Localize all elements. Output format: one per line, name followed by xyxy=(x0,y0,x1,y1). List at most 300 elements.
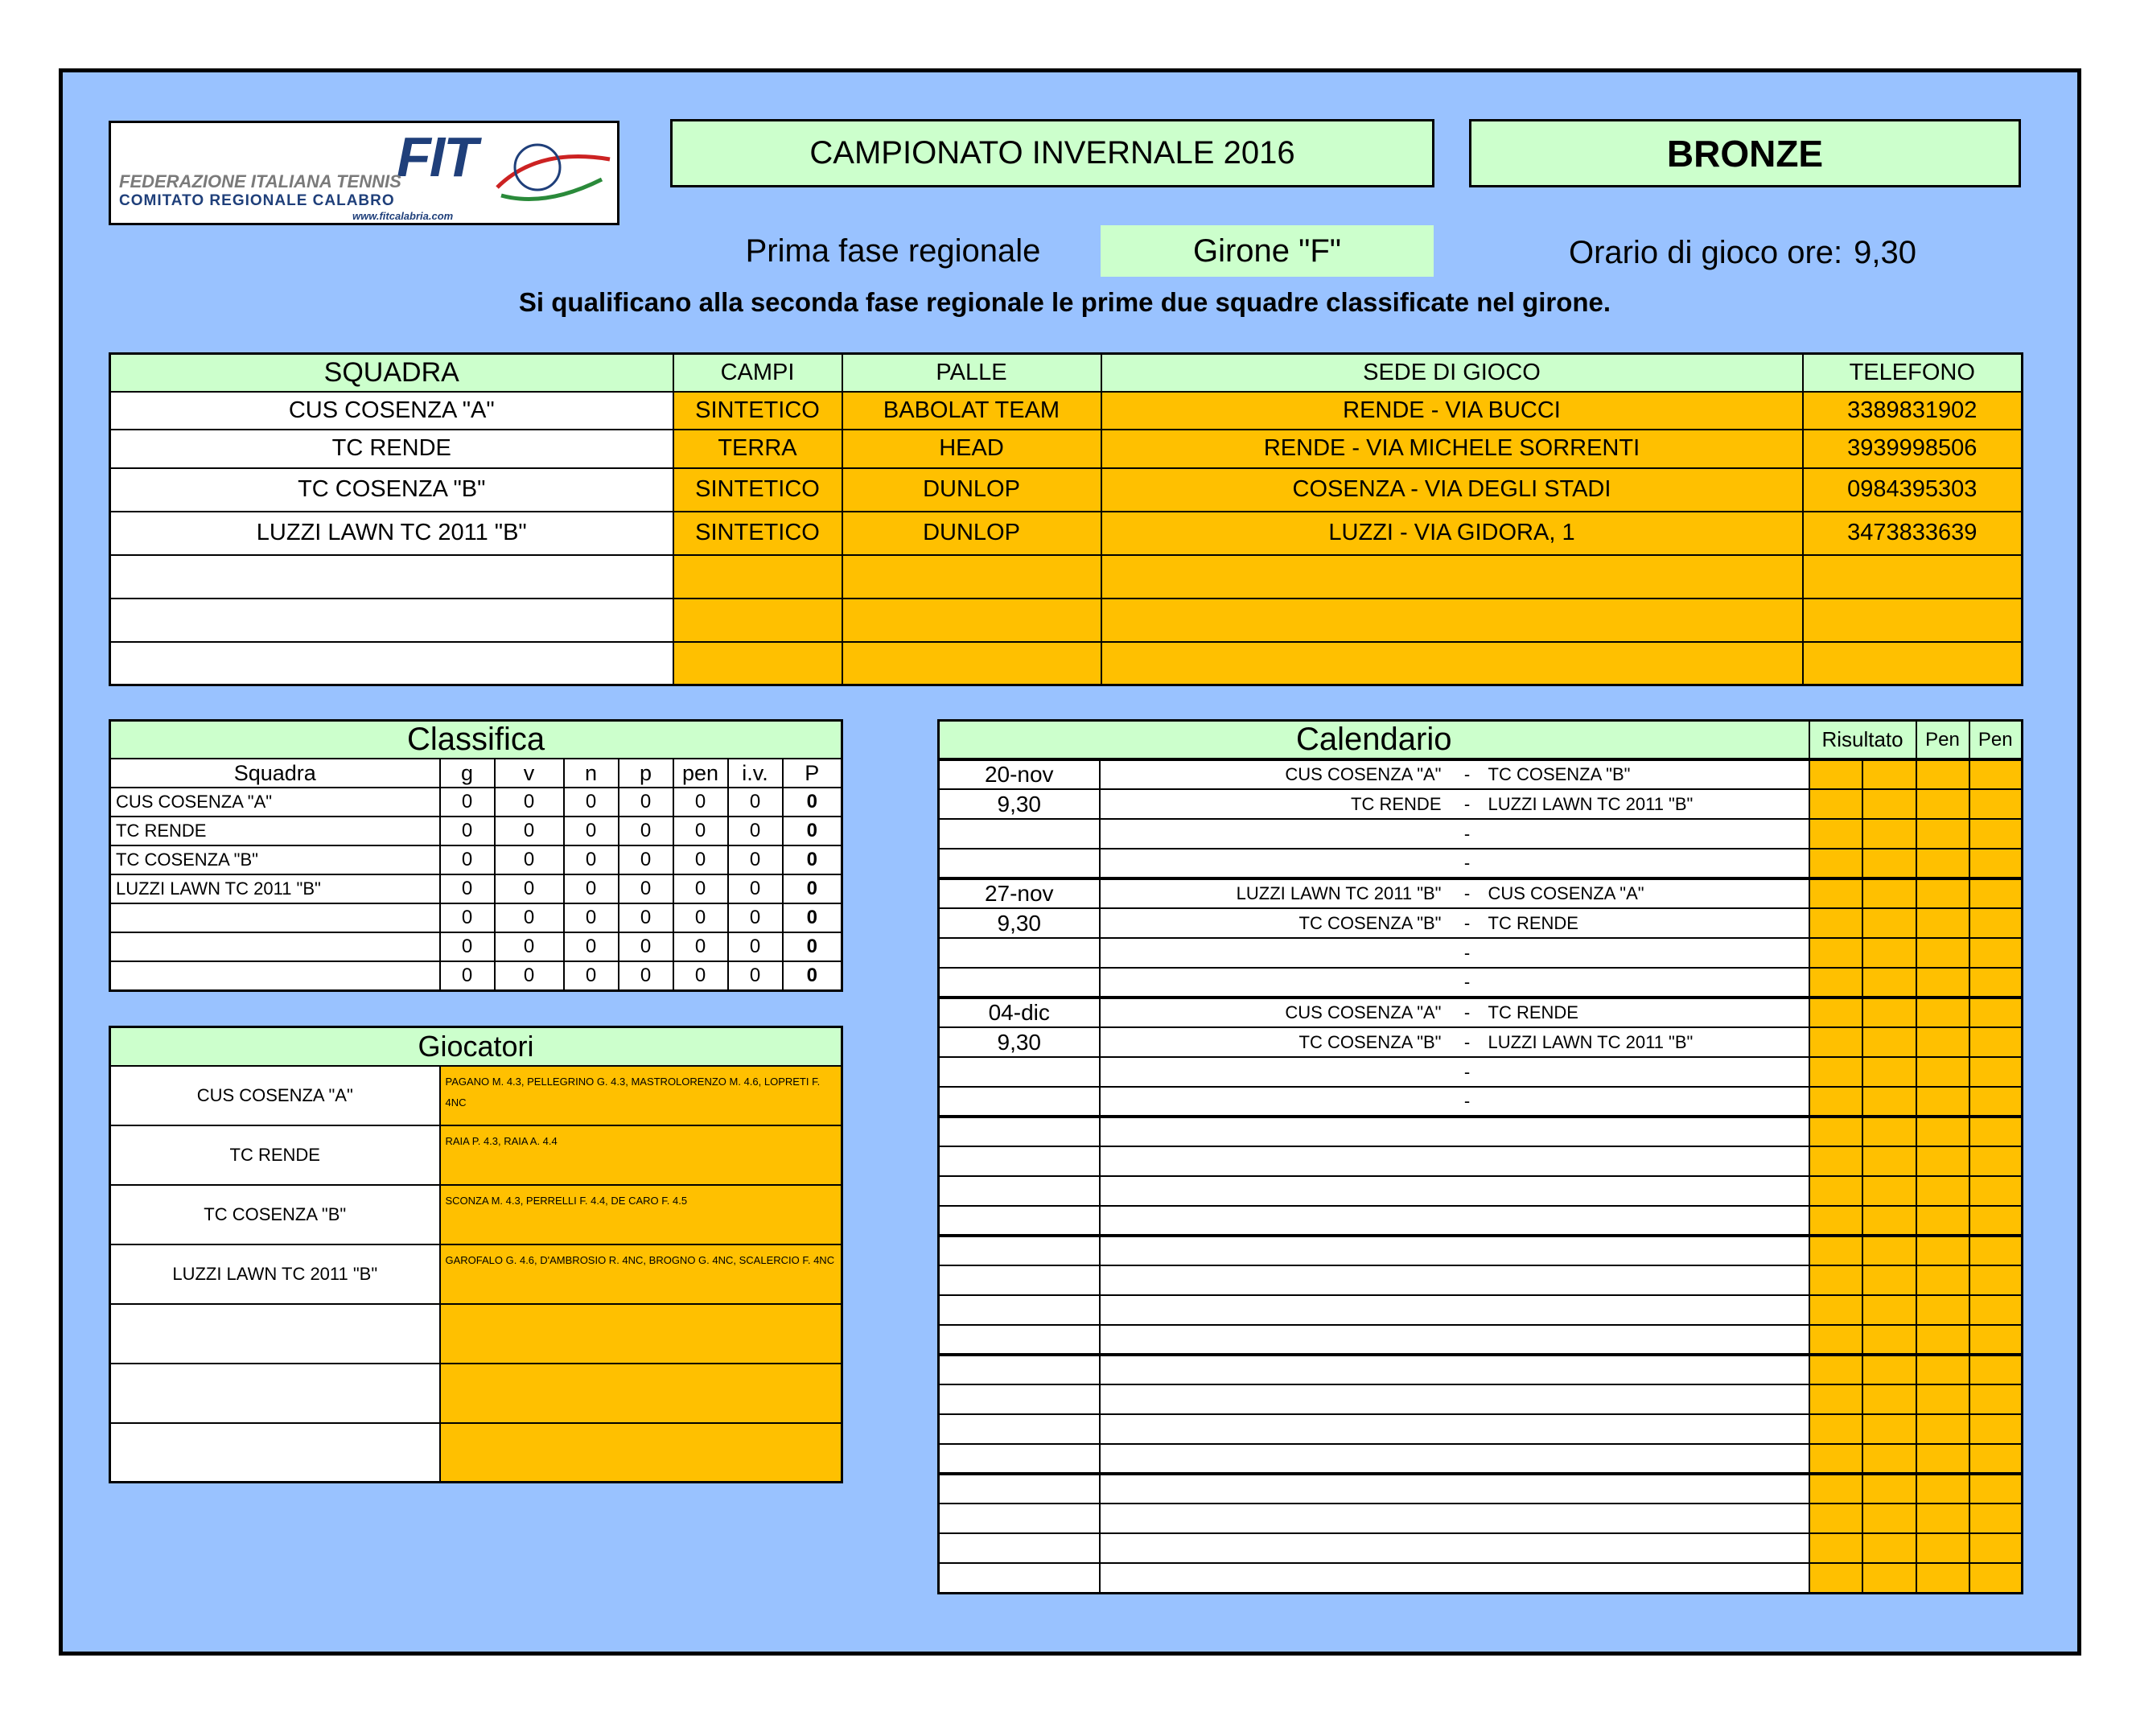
schedule-separator: - xyxy=(1451,938,1484,968)
result-away-cell xyxy=(1862,1533,1916,1563)
pen2-cell xyxy=(1969,968,2023,998)
standings-team: CUS COSENZA "A" xyxy=(110,788,440,817)
schedule-away-team xyxy=(1484,1117,1809,1146)
result-away-cell xyxy=(1862,1563,1916,1593)
team-venue xyxy=(1101,599,1803,642)
schedule-away-team xyxy=(1484,1057,1809,1087)
team-name xyxy=(110,555,673,599)
players-team: TC RENDE xyxy=(110,1125,440,1185)
tennis-swoosh-icon xyxy=(489,131,618,220)
schedule-row xyxy=(939,759,2023,789)
standings-row xyxy=(110,903,842,932)
header-campi: CAMPI xyxy=(673,354,842,392)
pen2-cell xyxy=(1969,1146,2023,1176)
standings-value: 0 xyxy=(673,874,728,903)
schedule-row xyxy=(939,1355,2023,1384)
result-away-cell xyxy=(1862,789,1916,819)
schedule-home-team xyxy=(1100,1384,1451,1414)
team-row xyxy=(110,555,2023,599)
pen2-cell xyxy=(1969,1176,2023,1206)
standings-team: TC COSENZA "B" xyxy=(110,845,440,874)
play-time xyxy=(1569,228,2019,277)
standings-value: 0 xyxy=(673,961,728,990)
schedule-row xyxy=(939,1176,2023,1206)
schedule-row xyxy=(939,968,2023,998)
players-team xyxy=(110,1304,440,1364)
schedule-separator xyxy=(1451,1117,1484,1146)
schedule-away-team xyxy=(1484,1504,1809,1533)
standings-value: 0 xyxy=(673,845,728,874)
schedule-date xyxy=(939,1563,1100,1593)
teams-table-header xyxy=(110,354,2023,392)
standings-value: 0 xyxy=(495,788,564,817)
pen1-cell xyxy=(1916,819,1969,849)
pen1-cell xyxy=(1916,849,1969,878)
header-squadra: SQUADRA xyxy=(110,354,673,392)
standings-col-3: n xyxy=(564,759,619,788)
schedule-separator xyxy=(1451,1504,1484,1533)
team-phone xyxy=(1803,599,2023,642)
team-row xyxy=(110,599,2023,642)
pen1-cell xyxy=(1916,1355,1969,1384)
team-row xyxy=(110,430,2023,468)
standings-value: 0 xyxy=(440,903,495,932)
schedule-away-team xyxy=(1484,819,1809,849)
standings-table xyxy=(109,719,843,992)
result-home-cell xyxy=(1809,1117,1862,1146)
pen2-cell xyxy=(1969,1057,2023,1087)
result-away-cell xyxy=(1862,1474,1916,1504)
pen1-cell xyxy=(1916,1533,1969,1563)
pen1-cell xyxy=(1916,1206,1969,1236)
play-time-value: 9,30 xyxy=(1854,234,1917,270)
schedule-away-team xyxy=(1484,1295,1809,1325)
players-team: TC COSENZA "B" xyxy=(110,1185,440,1244)
standings-col-4: p xyxy=(619,759,673,788)
schedule-home-team xyxy=(1100,1206,1451,1236)
schedule-away-team xyxy=(1484,1444,1809,1474)
schedule-row xyxy=(939,1146,2023,1176)
schedule-home-team xyxy=(1100,1087,1451,1117)
standings-team: TC RENDE xyxy=(110,817,440,845)
schedule-row xyxy=(939,1236,2023,1265)
pen1-cell xyxy=(1916,789,1969,819)
schedule-separator: - xyxy=(1451,1027,1484,1057)
standings-value: 0 xyxy=(564,932,619,961)
schedule-separator: - xyxy=(1451,998,1484,1027)
pen2-cell xyxy=(1969,789,2023,819)
schedule-row xyxy=(939,1295,2023,1325)
result-away-cell xyxy=(1862,968,1916,998)
schedule-separator xyxy=(1451,1384,1484,1414)
fit-logo xyxy=(109,121,619,225)
result-home-cell xyxy=(1809,1474,1862,1504)
schedule-row xyxy=(939,1474,2023,1504)
logo-mark: FIT xyxy=(397,125,476,188)
pen2-cell xyxy=(1969,1355,2023,1384)
schedule-home-team xyxy=(1100,1474,1451,1504)
schedule-row xyxy=(939,1444,2023,1474)
standings-col-7: P xyxy=(783,759,842,788)
standings-value: 0 xyxy=(728,903,783,932)
pen1-cell xyxy=(1916,1474,1969,1504)
standings-col-0: Squadra xyxy=(110,759,440,788)
schedule-date xyxy=(939,1384,1100,1414)
schedule-row xyxy=(939,1563,2023,1593)
schedule-row xyxy=(939,998,2023,1027)
schedule-away-team xyxy=(1484,849,1809,878)
standings-value: 0 xyxy=(728,788,783,817)
players-list xyxy=(440,1304,842,1364)
standings-team xyxy=(110,903,440,932)
pen1-cell xyxy=(1916,1176,1969,1206)
team-phone xyxy=(1803,555,2023,599)
pen1-cell xyxy=(1916,878,1969,908)
pen1-cell xyxy=(1916,1265,1969,1295)
schedule-home-team xyxy=(1100,1533,1451,1563)
standings-row xyxy=(110,788,842,817)
standings-row xyxy=(110,932,842,961)
schedule-row xyxy=(939,1087,2023,1117)
schedule-home-team xyxy=(1100,1236,1451,1265)
pen1-cell xyxy=(1916,1504,1969,1533)
team-court: SINTETICO xyxy=(673,392,842,430)
schedule-home-team xyxy=(1100,819,1451,849)
result-home-cell xyxy=(1809,1265,1862,1295)
schedule-date xyxy=(939,849,1100,878)
schedule-date xyxy=(939,1117,1100,1146)
players-row xyxy=(110,1185,842,1244)
schedule-date: 9,30 xyxy=(939,908,1100,938)
standings-value: 0 xyxy=(619,903,673,932)
standings-value: 0 xyxy=(619,874,673,903)
schedule-separator: - xyxy=(1451,789,1484,819)
players-list xyxy=(440,1364,842,1423)
schedule-home-team: TC RENDE xyxy=(1100,789,1451,819)
schedule-date xyxy=(939,819,1100,849)
pen1-cell xyxy=(1916,1563,1969,1593)
team-name: TC COSENZA "B" xyxy=(110,468,673,512)
team-court: SINTETICO xyxy=(673,468,842,512)
result-home-cell xyxy=(1809,1206,1862,1236)
schedule-home-team xyxy=(1100,1295,1451,1325)
result-away-cell xyxy=(1862,908,1916,938)
schedule-home-team: TC COSENZA "B" xyxy=(1100,1027,1451,1057)
result-home-cell xyxy=(1809,1176,1862,1206)
result-home-cell xyxy=(1809,1236,1862,1265)
schedule-home-team xyxy=(1100,1504,1451,1533)
schedule-home-team: CUS COSENZA "A" xyxy=(1100,759,1451,789)
standings-row xyxy=(110,817,842,845)
schedule-row xyxy=(939,1325,2023,1355)
schedule-date: 27-nov xyxy=(939,878,1100,908)
schedule-home-team xyxy=(1100,1414,1451,1444)
result-away-cell xyxy=(1862,938,1916,968)
qualification-note: Si qualificano alla seconda fase regionale le prime due squadre classificate nel girone. xyxy=(518,287,1611,317)
team-balls xyxy=(842,555,1101,599)
result-away-cell xyxy=(1862,878,1916,908)
team-phone: 3473833639 xyxy=(1803,512,2023,555)
team-name xyxy=(110,599,673,642)
result-away-cell xyxy=(1862,819,1916,849)
result-home-cell xyxy=(1809,1057,1862,1087)
players-row xyxy=(110,1066,842,1125)
result-away-cell xyxy=(1862,1355,1916,1384)
result-away-cell xyxy=(1862,998,1916,1027)
schedule-separator xyxy=(1451,1265,1484,1295)
schedule-date: 04-dic xyxy=(939,998,1100,1027)
team-phone xyxy=(1803,642,2023,685)
header-sede: SEDE DI GIOCO xyxy=(1101,354,1803,392)
schedule-date: 9,30 xyxy=(939,789,1100,819)
standings-value: 0 xyxy=(440,874,495,903)
standings-value: 0 xyxy=(673,817,728,845)
pen1-cell xyxy=(1916,1117,1969,1146)
team-balls xyxy=(842,642,1101,685)
result-home-cell xyxy=(1809,1533,1862,1563)
schedule-row xyxy=(939,1533,2023,1563)
result-home-cell xyxy=(1809,908,1862,938)
result-away-cell xyxy=(1862,1444,1916,1474)
schedule-separator xyxy=(1451,1355,1484,1384)
players-team: CUS COSENZA "A" xyxy=(110,1066,440,1125)
team-row xyxy=(110,468,2023,512)
schedule-away-team xyxy=(1484,938,1809,968)
players-list: RAIA P. 4.3, RAIA A. 4.4 xyxy=(440,1125,842,1185)
schedule-date xyxy=(939,1474,1100,1504)
schedule-separator: - xyxy=(1451,908,1484,938)
result-home-cell xyxy=(1809,1325,1862,1355)
result-home-cell xyxy=(1809,938,1862,968)
schedule-separator xyxy=(1451,1295,1484,1325)
pen2-cell xyxy=(1969,998,2023,1027)
pen2-header: Pen xyxy=(1969,721,2023,760)
schedule-away-team: LUZZI LAWN TC 2011 "B" xyxy=(1484,1027,1809,1057)
result-away-cell xyxy=(1862,1206,1916,1236)
schedule-date xyxy=(939,1355,1100,1384)
players-list xyxy=(440,1423,842,1483)
result-away-cell xyxy=(1862,1414,1916,1444)
standings-value: 0 xyxy=(564,788,619,817)
result-away-cell xyxy=(1862,1325,1916,1355)
standings-col-6: i.v. xyxy=(728,759,783,788)
team-balls: BABOLAT TEAM xyxy=(842,392,1101,430)
schedule-row xyxy=(939,789,2023,819)
standings-value: 0 xyxy=(495,932,564,961)
team-name: CUS COSENZA "A" xyxy=(110,392,673,430)
header-telefono: TELEFONO xyxy=(1803,354,2023,392)
standings-value: 0 xyxy=(495,903,564,932)
standings-value: 0 xyxy=(728,932,783,961)
standings-value: 0 xyxy=(619,932,673,961)
schedule-away-team xyxy=(1484,1384,1809,1414)
standings-value: 0 xyxy=(495,874,564,903)
result-home-cell xyxy=(1809,968,1862,998)
phase-label: Prima fase regionale xyxy=(745,232,1041,269)
schedule-title: Calendario xyxy=(939,721,1809,760)
schedule-table xyxy=(937,719,2023,1594)
result-away-cell xyxy=(1862,1176,1916,1206)
schedule-separator: - xyxy=(1451,849,1484,878)
schedule-away-team xyxy=(1484,1355,1809,1384)
pen1-cell xyxy=(1916,1384,1969,1414)
pen2-cell xyxy=(1969,1265,2023,1295)
team-balls: DUNLOP xyxy=(842,468,1101,512)
schedule-date xyxy=(939,1533,1100,1563)
standings-value: 0 xyxy=(564,874,619,903)
players-row xyxy=(110,1125,842,1185)
team-court xyxy=(673,555,842,599)
play-time-label: Orario di gioco ore: xyxy=(1569,234,1843,270)
schedule-separator xyxy=(1451,1206,1484,1236)
schedule-away-team: LUZZI LAWN TC 2011 "B" xyxy=(1484,789,1809,819)
schedule-row xyxy=(939,1206,2023,1236)
schedule-date xyxy=(939,1087,1100,1117)
category-label: BRONZE xyxy=(1469,119,2021,187)
pen2-cell xyxy=(1969,1117,2023,1146)
standings-value: 0 xyxy=(619,817,673,845)
team-court: SINTETICO xyxy=(673,512,842,555)
schedule-row xyxy=(939,908,2023,938)
schedule-date xyxy=(939,1236,1100,1265)
players-list: SCONZA M. 4.3, PERRELLI F. 4.4, DE CARO F. 4.5 xyxy=(440,1185,842,1244)
team-balls xyxy=(842,599,1101,642)
pen2-cell xyxy=(1969,1295,2023,1325)
schedule-away-team: TC RENDE xyxy=(1484,908,1809,938)
schedule-date: 20-nov xyxy=(939,759,1100,789)
team-venue: LUZZI - VIA GIDORA, 1 xyxy=(1101,512,1803,555)
schedule-date: 9,30 xyxy=(939,1027,1100,1057)
result-header: Risultato xyxy=(1809,721,1916,760)
schedule-away-team xyxy=(1484,1236,1809,1265)
result-home-cell xyxy=(1809,878,1862,908)
schedule-separator xyxy=(1451,1444,1484,1474)
schedule-away-team xyxy=(1484,1146,1809,1176)
schedule-home-team xyxy=(1100,849,1451,878)
team-phone: 0984395303 xyxy=(1803,468,2023,512)
team-court xyxy=(673,642,842,685)
team-name xyxy=(110,642,673,685)
team-balls: HEAD xyxy=(842,430,1101,468)
group-label: Girone "F" xyxy=(1101,225,1434,277)
result-home-cell xyxy=(1809,1087,1862,1117)
schedule-row xyxy=(939,1027,2023,1057)
pen1-cell xyxy=(1916,1236,1969,1265)
schedule-home-team xyxy=(1100,1355,1451,1384)
result-away-cell xyxy=(1862,1087,1916,1117)
pen1-cell xyxy=(1916,968,1969,998)
standings-value: 0 xyxy=(564,817,619,845)
pen2-cell xyxy=(1969,1533,2023,1563)
pen2-cell xyxy=(1969,759,2023,789)
team-venue: RENDE - VIA MICHELE SORRENTI xyxy=(1101,430,1803,468)
standings-value: 0 xyxy=(440,961,495,990)
players-row xyxy=(110,1304,842,1364)
result-away-cell xyxy=(1862,1117,1916,1146)
standings-col-2: v xyxy=(495,759,564,788)
team-court xyxy=(673,599,842,642)
players-row xyxy=(110,1244,842,1304)
schedule-date xyxy=(939,1146,1100,1176)
schedule-row xyxy=(939,1504,2023,1533)
result-away-cell xyxy=(1862,1146,1916,1176)
pen1-cell xyxy=(1916,938,1969,968)
standings-value: 0 xyxy=(440,817,495,845)
pen1-cell xyxy=(1916,1325,1969,1355)
standings-value: 0 xyxy=(728,845,783,874)
result-away-cell xyxy=(1862,1057,1916,1087)
pen2-cell xyxy=(1969,938,2023,968)
standings-value: 0 xyxy=(619,788,673,817)
standings-value: 0 xyxy=(673,788,728,817)
pen2-cell xyxy=(1969,1414,2023,1444)
team-row xyxy=(110,512,2023,555)
result-away-cell xyxy=(1862,1384,1916,1414)
standings-team: LUZZI LAWN TC 2011 "B" xyxy=(110,874,440,903)
header-palle: PALLE xyxy=(842,354,1101,392)
result-away-cell xyxy=(1862,1265,1916,1295)
result-home-cell xyxy=(1809,1146,1862,1176)
schedule-separator xyxy=(1451,1146,1484,1176)
players-row xyxy=(110,1364,842,1423)
team-name: LUZZI LAWN TC 2011 "B" xyxy=(110,512,673,555)
standings-value: 0 xyxy=(783,874,842,903)
schedule-home-team xyxy=(1100,1444,1451,1474)
result-home-cell xyxy=(1809,759,1862,789)
standings-value: 0 xyxy=(495,817,564,845)
schedule-separator xyxy=(1451,1325,1484,1355)
pen1-cell xyxy=(1916,1414,1969,1444)
schedule-home-team xyxy=(1100,1265,1451,1295)
standings-value: 0 xyxy=(440,788,495,817)
schedule-separator xyxy=(1451,1563,1484,1593)
schedule-away-team xyxy=(1484,1474,1809,1504)
pen2-cell xyxy=(1969,1474,2023,1504)
schedule-separator: - xyxy=(1451,878,1484,908)
standings-header-row xyxy=(110,759,842,788)
result-home-cell xyxy=(1809,789,1862,819)
schedule-away-team xyxy=(1484,1414,1809,1444)
players-row xyxy=(110,1423,842,1483)
schedule-date xyxy=(939,968,1100,998)
schedule-separator xyxy=(1451,1474,1484,1504)
pen1-cell xyxy=(1916,1146,1969,1176)
pen2-cell xyxy=(1969,1444,2023,1474)
standings-value: 0 xyxy=(728,817,783,845)
schedule-row xyxy=(939,819,2023,849)
schedule-separator: - xyxy=(1451,759,1484,789)
pen1-cell xyxy=(1916,908,1969,938)
schedule-home-team xyxy=(1100,1176,1451,1206)
result-home-cell xyxy=(1809,998,1862,1027)
pen1-cell xyxy=(1916,1444,1969,1474)
schedule-separator xyxy=(1451,1236,1484,1265)
schedule-away-team: TC RENDE xyxy=(1484,998,1809,1027)
schedule-date xyxy=(939,1414,1100,1444)
result-home-cell xyxy=(1809,849,1862,878)
standings-value: 0 xyxy=(564,961,619,990)
result-home-cell xyxy=(1809,1027,1862,1057)
result-away-cell xyxy=(1862,1504,1916,1533)
standings-value: 0 xyxy=(783,788,842,817)
team-row xyxy=(110,392,2023,430)
standings-value: 0 xyxy=(783,961,842,990)
players-team xyxy=(110,1423,440,1483)
schedule-home-team xyxy=(1100,1563,1451,1593)
players-team xyxy=(110,1364,440,1423)
standings-value: 0 xyxy=(728,961,783,990)
schedule-separator xyxy=(1451,1533,1484,1563)
